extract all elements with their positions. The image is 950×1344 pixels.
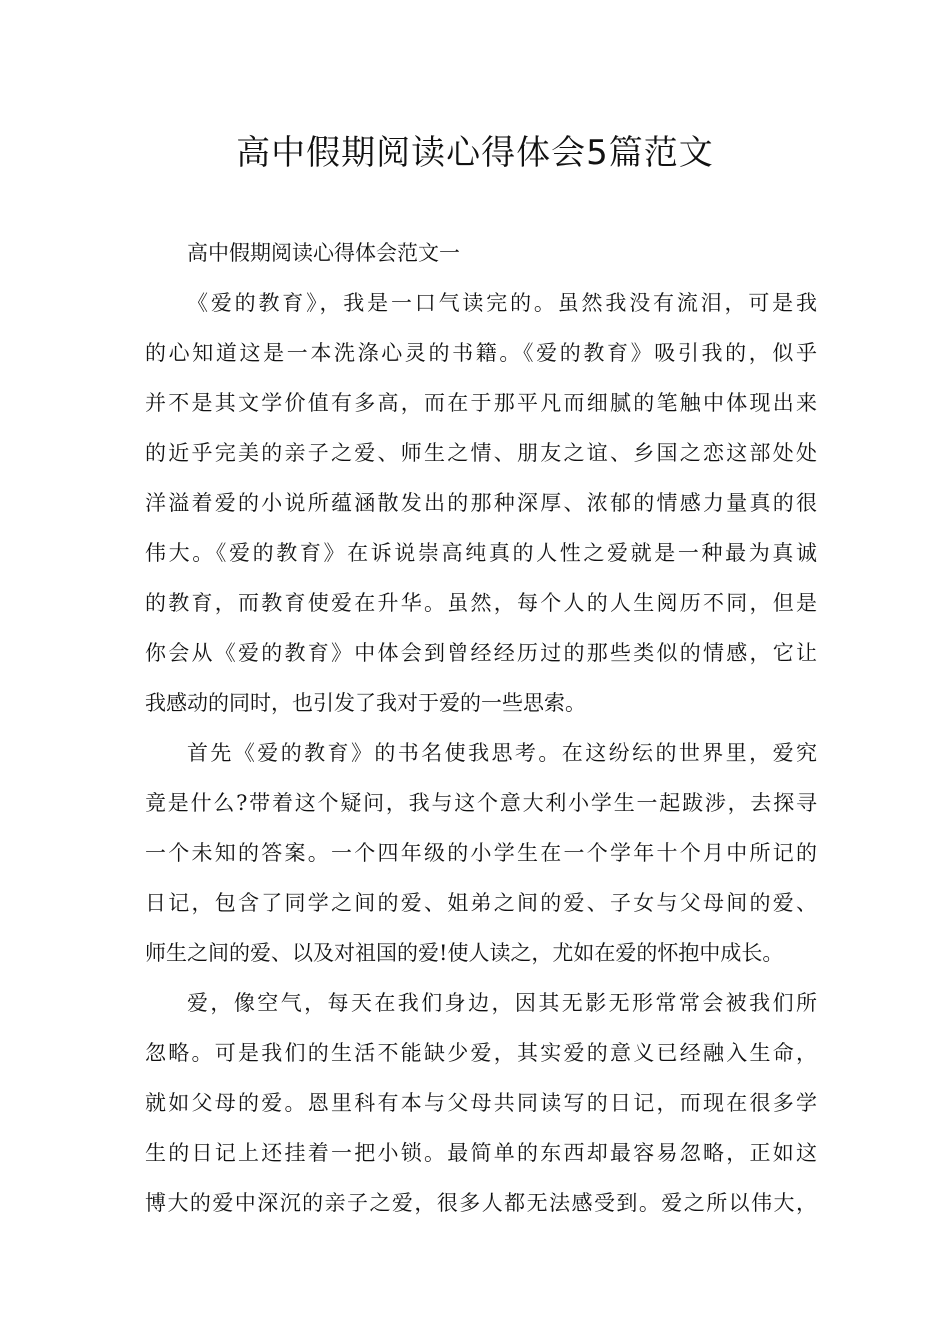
paragraph-line: 忽略。可是我们的生活不能缺少爱，其实爱的意义已经融入生命， <box>145 1041 817 1065</box>
paragraph-line: 博大的爱中深沉的亲子之爱，很多人都无法感受到。爱之所以伟大， <box>145 1191 817 1215</box>
paragraph-line: 的心知道这是一本洗涤心灵的书籍。《爱的教育》吸引我的，似乎 <box>145 341 817 365</box>
paragraph-3 <box>145 978 817 1228</box>
paragraph-line: 的教育，而教育使爱在升华。虽然，每个人的人生阅历不同，但是 <box>145 591 817 615</box>
paragraph-line: 竟是什么?带着这个疑问，我与这个意大利小学生一起跋涉，去探寻 <box>145 791 817 815</box>
paragraph-line: 日记，包含了同学之间的爱、姐弟之间的爱、子女与父母间的爱、 <box>145 891 817 915</box>
document-body <box>145 228 817 1228</box>
paragraph-line: 伟大。《爱的教育》在诉说崇高纯真的人性之爱就是一种最为真诚 <box>145 541 817 565</box>
paragraph-line: 师生之间的爱、以及对祖国的爱!使人读之，尤如在爱的怀抱中成长。 <box>145 941 784 965</box>
paragraph-line: 就如父母的爱。恩里科有本与父母共同读写的日记，而现在很多学 <box>145 1091 817 1115</box>
section-heading: 高中假期阅读心得体会范文一 <box>187 241 460 265</box>
paragraph-2 <box>145 728 817 978</box>
paragraph-line: 《爱的教育》，我是一口气读完的。虽然我没有流泪，可是我 <box>187 291 817 315</box>
paragraph-line: 你会从《爱的教育》中体会到曾经经历过的那些类似的情感，它让 <box>145 641 817 665</box>
paragraph-1 <box>145 278 817 728</box>
paragraph-line: 生的日记上还挂着一把小锁。最简单的东西却最容易忽略，正如这 <box>145 1141 817 1165</box>
paragraph-line: 洋溢着爱的小说所蕴涵散发出的那种深厚、浓郁的情感力量真的很 <box>145 491 817 515</box>
paragraph-line: 首先《爱的教育》的书名使我思考。在这纷纭的世界里，爱究 <box>187 741 817 765</box>
paragraph-line: 一个未知的答案。一个四年级的小学生在一个学年十个月中所记的 <box>145 841 817 865</box>
paragraph-line: 爱，像空气，每天在我们身边，因其无影无形常常会被我们所 <box>187 991 817 1015</box>
paragraph-line: 并不是其文学价值有多高，而在于那平凡而细腻的笔触中体现出来 <box>145 391 817 415</box>
paragraph-line: 的近乎完美的亲子之爱、师生之情、朋友之谊、乡国之恋这部处处 <box>145 441 817 465</box>
paragraph-line: 我感动的同时，也引发了我对于爱的一些思索。 <box>145 691 586 715</box>
page-title: 高中假期阅读心得体会5篇范文 <box>236 133 714 173</box>
